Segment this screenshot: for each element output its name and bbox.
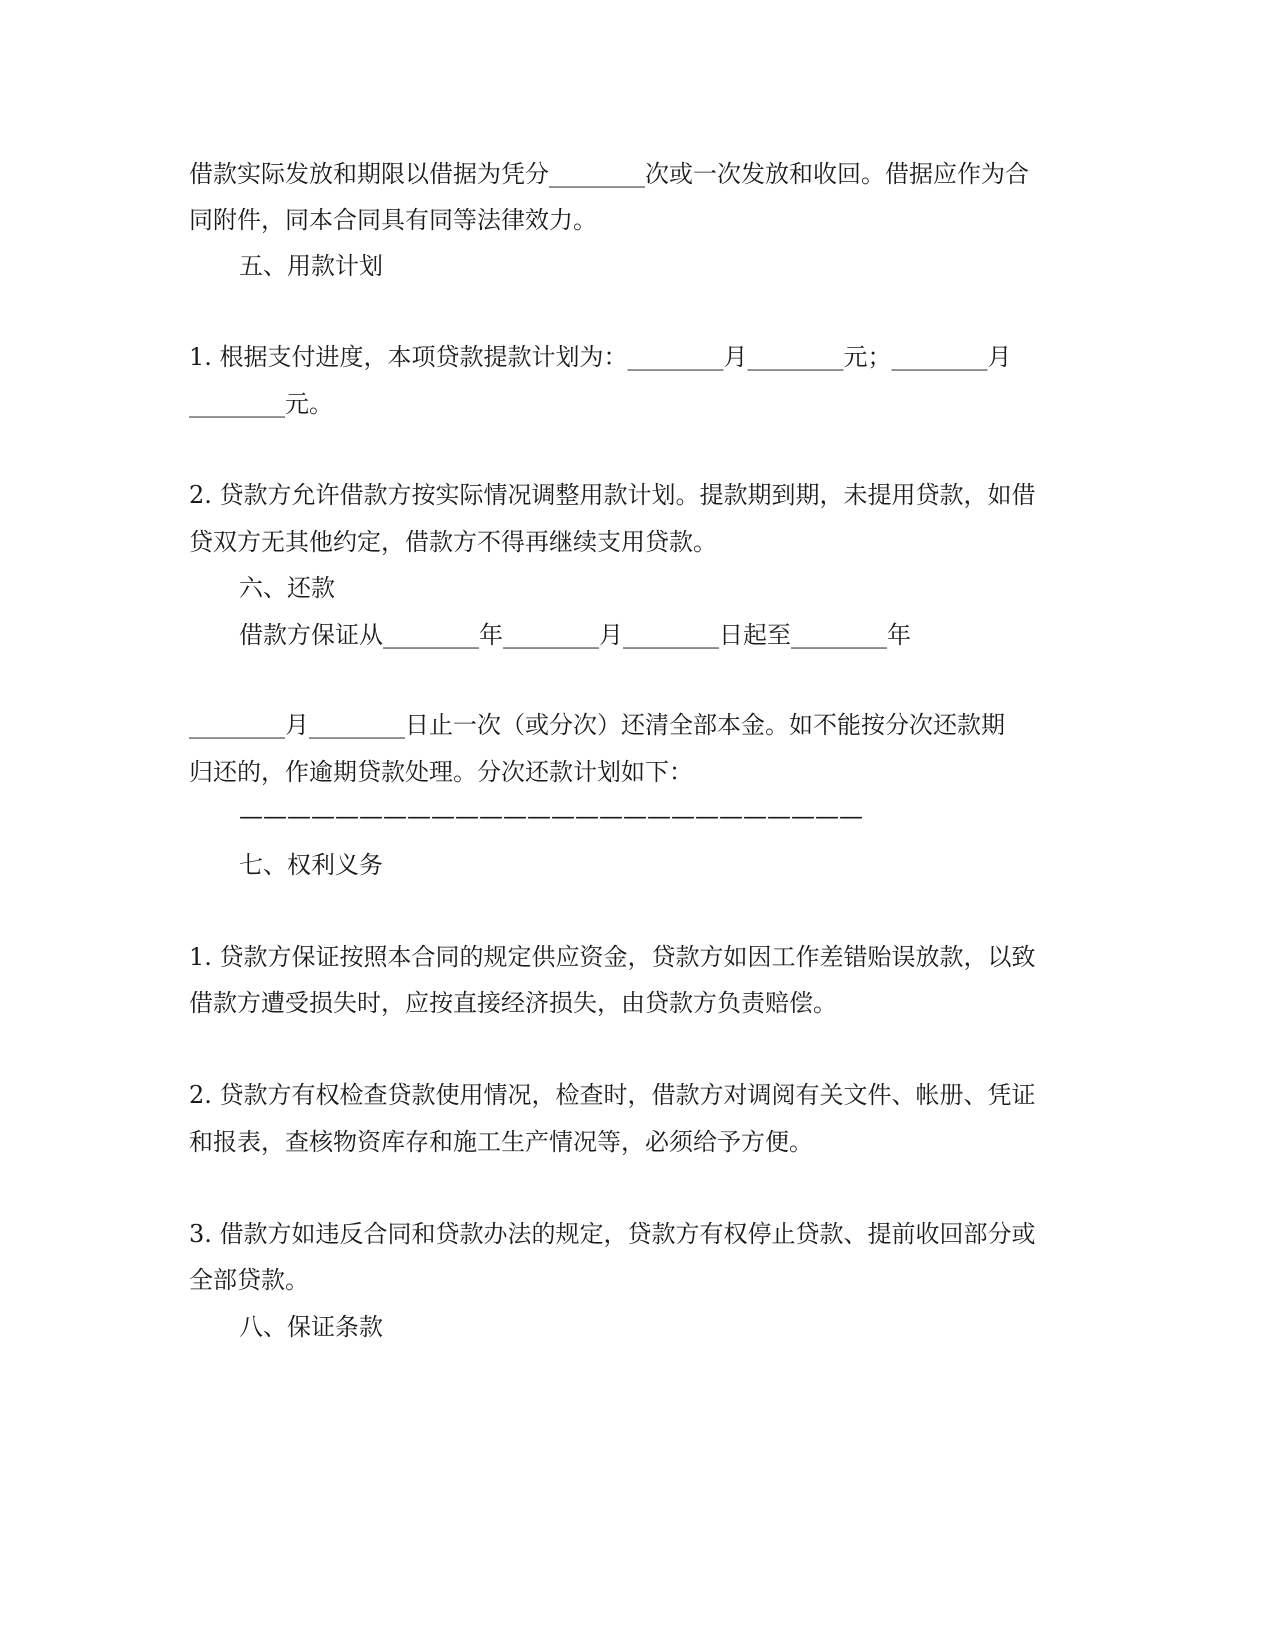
body-line: 同附件，同本合同具有同等法律效力。 <box>189 206 597 234</box>
body-line: 全部贷款。 <box>189 1266 309 1294</box>
body-line: 2. 贷款方有权检查贷款使用情况，检查时，借款方对调阅有关文件、帐册、凭证 <box>189 1081 1036 1109</box>
section-heading: 五、用款计划 <box>239 252 383 280</box>
section-heading: 七、权利义务 <box>239 851 383 879</box>
body-line: 1. 贷款方保证按照本合同的规定供应资金，贷款方如因工作差错贻误放款，以致 <box>189 943 1036 971</box>
body-line: 借款方遭受损失时，应按直接经济损失，由贷款方负责赔偿。 <box>189 989 837 1017</box>
rule-line: —————————————————————————— <box>239 802 863 830</box>
body-line: ________元。 <box>189 390 333 418</box>
body-line: ________月________日止一次（或分次）还清全部本金。如不能按分次还款期 <box>189 711 1005 739</box>
body-line: 借款实际发放和期限以借据为凭分________次或一次发放和收回。借据应作为合 <box>189 160 1029 188</box>
body-line: 和报表，查核物资库存和施工生产情况等，必须给予方便。 <box>189 1128 813 1156</box>
body-line: 2. 贷款方允许借款方按实际情况调整用款计划。提款期到期，未提用贷款，如借 <box>189 481 1036 509</box>
body-line: 借款方保证从________年________月________日起至________年 <box>239 621 911 649</box>
body-line: 3. 借款方如违反合同和贷款办法的规定，贷款方有权停止贷款、提前收回部分或 <box>189 1220 1036 1248</box>
body-line: 贷双方无其他约定，借款方不得再继续支用贷款。 <box>189 528 717 556</box>
body-line: 归还的，作逾期贷款处理。分次还款计划如下： <box>189 758 693 786</box>
body-line: 1. 根据支付进度，本项贷款提款计划为：________月________元；________月 <box>189 343 1012 371</box>
section-heading: 六、还款 <box>239 574 335 602</box>
section-heading: 八、保证条款 <box>239 1313 383 1341</box>
